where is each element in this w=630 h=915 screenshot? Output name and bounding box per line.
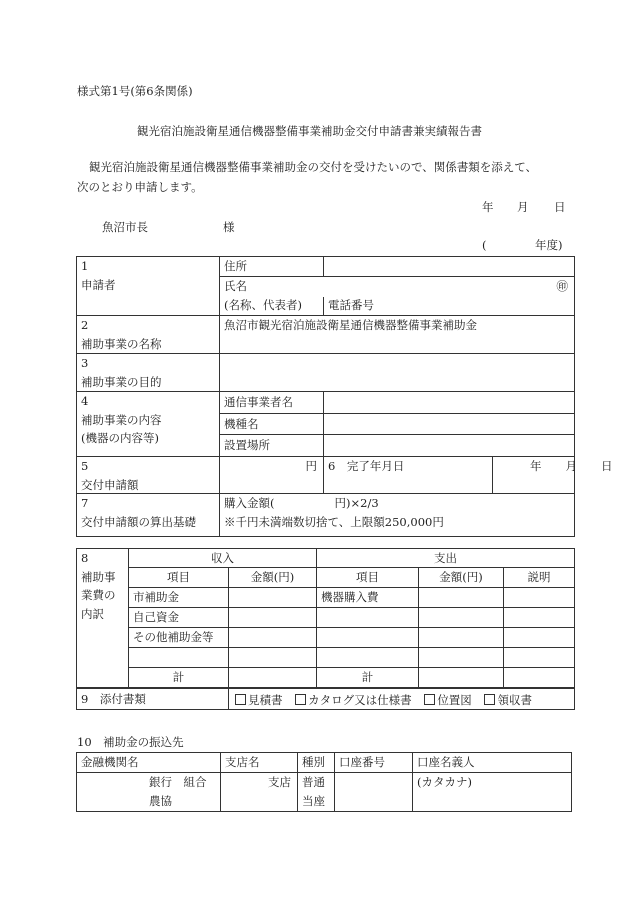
katakana-note: (カタカナ)	[417, 775, 472, 789]
completion-date-field[interactable]	[493, 457, 613, 494]
checkbox-icon[interactable]	[484, 694, 495, 705]
section-3-number: 3	[81, 356, 89, 370]
yen-unit: 円	[305, 459, 317, 473]
checkbox-icon[interactable]	[295, 694, 306, 705]
expense-item: 機器購入費	[317, 588, 419, 608]
attachment-receipt[interactable]: 領収書	[484, 693, 532, 707]
calculation-basis	[220, 494, 575, 537]
checkbox-icon[interactable]	[235, 694, 246, 705]
applicant-cell	[77, 257, 220, 316]
carrier-label: 通信事業者名	[220, 392, 324, 414]
bank-name-field[interactable]	[77, 773, 221, 812]
account-holder-header: 口座名義人	[413, 753, 572, 773]
phone-field[interactable]	[324, 297, 575, 316]
section-2-label: 補助事業の名称	[81, 336, 162, 351]
branch-field[interactable]	[221, 773, 298, 812]
document-title: 観光宿泊施設衛星通信機器整備事業補助金交付申請書兼実績報告書	[137, 124, 482, 138]
income-total-field[interactable]	[229, 668, 317, 688]
expense-amount-header: 金額(円)	[419, 568, 504, 588]
account-number-header: 口座番号	[335, 753, 413, 773]
section-5-number: 5	[81, 459, 89, 473]
expense-total-label: 計	[317, 668, 419, 688]
bank-type-options: 銀行 組合	[149, 775, 207, 789]
expense-note-field[interactable]	[504, 608, 575, 628]
table-row	[77, 588, 575, 608]
section-7-number: 7	[81, 496, 89, 510]
fiscal-year-label: 年度)	[535, 238, 563, 252]
project-purpose-field[interactable]	[220, 354, 575, 392]
intro-line-1: 観光宿泊施設衛星通信機器整備事業補助金の交付を受けたいので、関係書類を添えて、	[89, 160, 538, 174]
income-item-header: 項目	[129, 568, 229, 588]
expense-amount-field[interactable]	[419, 588, 504, 608]
expense-note-field[interactable]	[504, 628, 575, 648]
honorific: 様	[223, 220, 235, 234]
section-4-label-1: 補助事業の内容	[81, 412, 162, 427]
income-header: 収入	[129, 549, 317, 568]
model-label: 機種名	[220, 414, 324, 435]
table-row	[77, 648, 575, 668]
completion-year: 年	[530, 459, 542, 473]
income-amount-header: 金額(円)	[229, 568, 317, 588]
purchase-amount-ratio: 円)×2/3	[334, 496, 379, 510]
expense-note-field[interactable]	[504, 648, 575, 668]
expense-note-field[interactable]	[504, 588, 575, 608]
income-item: 市補助金	[129, 588, 229, 608]
income-item-field[interactable]	[129, 648, 229, 668]
account-type-header: 種別	[298, 753, 335, 773]
expense-item-field[interactable]	[317, 648, 419, 668]
section-8-cell	[77, 549, 129, 688]
income-amount-field[interactable]	[229, 608, 317, 628]
income-amount-field[interactable]	[229, 648, 317, 668]
name-label: 氏名	[220, 277, 324, 297]
carrier-field[interactable]	[324, 392, 575, 414]
seal-mark: ㊞	[556, 279, 569, 293]
section-5-label: 交付申請額	[81, 477, 139, 492]
address-label: 住所	[220, 257, 324, 277]
income-total-label: 計	[129, 668, 229, 688]
income-amount-field[interactable]	[229, 588, 317, 608]
section-4-label-2: (機器の内容等)	[81, 431, 159, 445]
section-4-cell	[77, 392, 220, 457]
attachment-catalog[interactable]: カタログ又は仕様書	[295, 693, 412, 707]
name-sub-label: (名称、代表者)	[220, 297, 324, 316]
income-item: 自己資金	[129, 608, 229, 628]
calculation-note: ※千円未満端数切捨て、上限額250,000円	[224, 514, 444, 529]
section-1-number: 1	[81, 259, 89, 273]
bank-name-header: 金融機関名	[77, 753, 221, 773]
project-name-value: 魚沼市観光宿泊施設衛星通信機器整備事業補助金	[220, 316, 575, 354]
branch-header: 支店名	[221, 753, 298, 773]
address-field[interactable]	[324, 257, 575, 277]
section-2-cell	[77, 316, 220, 354]
phone-label: 電話番号	[328, 297, 374, 312]
location-label: 設置場所	[220, 435, 324, 457]
completion-day: 日	[601, 459, 613, 473]
addressee: 魚沼市長	[102, 220, 148, 234]
section-5-cell	[77, 457, 220, 494]
section-2-number: 2	[81, 318, 89, 332]
requested-amount-field[interactable]	[220, 457, 324, 494]
date-month-label: 月	[517, 200, 529, 214]
section-7-cell	[77, 494, 220, 537]
section-1-label: 申請者	[81, 277, 116, 292]
section-4-number: 4	[81, 394, 89, 408]
expense-note-header: 説明	[504, 568, 575, 588]
account-type-field[interactable]	[298, 773, 335, 812]
expense-breakdown-table	[76, 548, 575, 688]
bank-table	[76, 752, 572, 812]
completion-month: 月	[565, 459, 577, 473]
section-3-cell	[77, 354, 220, 392]
expense-header: 支出	[317, 549, 575, 568]
checkbox-icon[interactable]	[424, 694, 435, 705]
table-row	[77, 608, 575, 628]
intro-line-2: 次のとおり申請します。	[77, 180, 203, 194]
income-item: その他補助金等	[129, 628, 229, 648]
account-type-ordinary: 普通	[302, 775, 325, 789]
purchase-amount-label: 購入金額(	[224, 496, 275, 510]
completion-date-label: 6 完了年月日	[324, 457, 493, 494]
section-9-label: 9 添付書類	[77, 689, 229, 710]
attachment-checklist	[229, 689, 575, 710]
expense-amount-field[interactable]	[419, 608, 504, 628]
account-holder-field[interactable]	[413, 773, 572, 812]
form-number: 様式第1号(第6条関係)	[77, 84, 193, 98]
expense-amount-field[interactable]	[419, 628, 504, 648]
fiscal-year-open: (	[482, 238, 487, 252]
expense-total-note-field[interactable]	[504, 668, 575, 688]
expense-total-field[interactable]	[419, 668, 504, 688]
account-number-field[interactable]	[335, 773, 413, 812]
expense-item-field[interactable]	[317, 628, 419, 648]
model-field[interactable]	[324, 414, 575, 435]
location-field[interactable]	[324, 435, 575, 457]
section-8-label-2: 業費の	[81, 588, 116, 602]
date-year-label: 年	[482, 200, 494, 214]
income-amount-field[interactable]	[229, 628, 317, 648]
bank-type-option-agri: 農協	[149, 793, 172, 808]
section-7-label: 交付申請額の算出基礎	[81, 514, 196, 529]
date-day-label: 日	[554, 200, 566, 214]
section-8-label-3: 内訳	[81, 606, 104, 621]
expense-item-header: 項目	[317, 568, 419, 588]
table-row	[77, 628, 575, 648]
expense-amount-field[interactable]	[419, 648, 504, 668]
branch-suffix: 支店	[268, 775, 291, 789]
expense-item-field[interactable]	[317, 608, 419, 628]
section-8-label-1: 補助事	[81, 569, 116, 584]
name-field[interactable]	[324, 277, 575, 297]
section-8-number: 8	[81, 551, 89, 565]
total-row	[77, 668, 575, 688]
account-type-current: 当座	[302, 793, 325, 808]
attachment-quote[interactable]: 見積書	[235, 693, 283, 707]
bank-heading: 10 補助金の振込先	[77, 735, 184, 749]
section-3-label: 補助事業の目的	[81, 374, 162, 389]
attachment-location-map[interactable]: 位置図	[424, 693, 472, 707]
attachments-table	[76, 688, 575, 710]
application-table	[76, 256, 613, 537]
